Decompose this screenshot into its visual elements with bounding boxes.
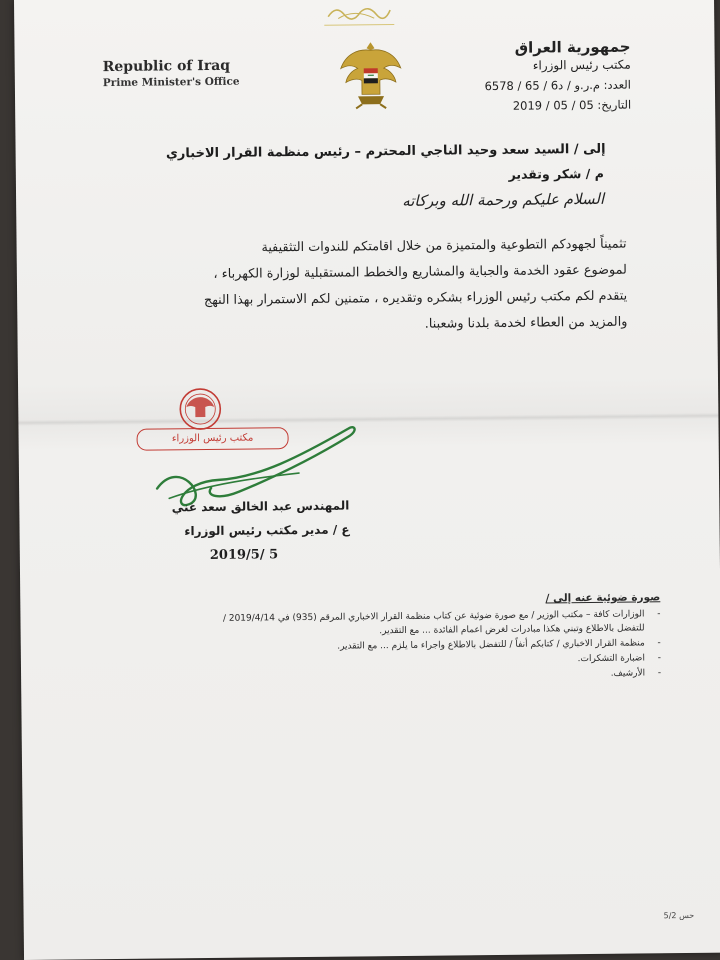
greeting-line: السلام عليكم ورحمة الله وبركاته: [402, 189, 605, 210]
copy-line: للتفضل بالاطلاع وتبني هكذا مبادرات لغرض اعمام الفائدة ... مع التقدير.: [379, 623, 645, 637]
copy-line: اضبارة التشكرات.: [577, 653, 645, 665]
body-line: يتقدم لكم مكتب رئيس الوزراء بشكره وتقديره ، متمنين لكم الاستمرار بهذا النهج: [203, 288, 628, 309]
header-en-subtitle: Prime Minister's Office: [102, 75, 240, 90]
header-ar-title: جمهورية العراق: [514, 37, 631, 57]
letter-body: [106, 232, 627, 341]
calligraphy-ornament-icon: [324, 2, 394, 26]
subject-line: م / شكر وتقدير: [508, 165, 604, 182]
seal-label: مكتب رئيس الوزراء: [136, 427, 288, 451]
signatory-title: ع / مدير مكتب رئيس الوزراء: [184, 522, 350, 539]
copies-section: [100, 591, 661, 687]
copies-list: [100, 607, 661, 686]
page-mark: حس 5/2: [663, 910, 695, 921]
list-item: [100, 607, 660, 641]
body-line: تثميناً لجهودكم التطوعية والمتميزة من خلال اقامتكم للندوات التثقيفية: [261, 236, 627, 256]
recipient-line: إلى / السيد سعد وحيد الناجي المحترم – رئيس منظمة القرار الاخباري: [165, 141, 606, 162]
copies-heading: صورة ضوئية عنه إلى /: [545, 591, 661, 605]
copy-line: الأرشيف.: [610, 668, 646, 679]
body-line: لموضوع عقود الخدمة والجباية والمشاريع والخطط المستقبلية لوزارة الكهرباء ،: [213, 262, 627, 282]
letter-page: [14, 0, 720, 960]
copy-line: منظمة القرار الاخباري / كتابكم أنفاً / للتفضل بالاطلاع واجراء ما يلزم ... مع التقدير.: [337, 638, 645, 652]
signatory-name: المهندس عبد الخالق سعد غني: [171, 498, 350, 515]
letter-number: العدد: م.ر.و / د6 / 65 / 6578: [484, 77, 631, 94]
header-ar-block: [390, 38, 631, 115]
header-ar-subtitle: مكتب رئيس الوزراء: [532, 57, 631, 73]
copy-line: الوزارات كافة – مكتب الوزير / مع صورة ضوئية عن كتاب منظمة القرار الاخباري المرقم (935) في 2019/4/14 /: [222, 609, 645, 624]
signature-date: 2019/5/ 5: [209, 547, 279, 563]
letter-date: التاريخ: 05 / 05 / 2019: [512, 97, 632, 113]
header-en-title: Republic of Iraq: [102, 57, 231, 76]
body-line: والمزيد من العطاء لخدمة بلدنا وشعبنا.: [424, 314, 628, 332]
